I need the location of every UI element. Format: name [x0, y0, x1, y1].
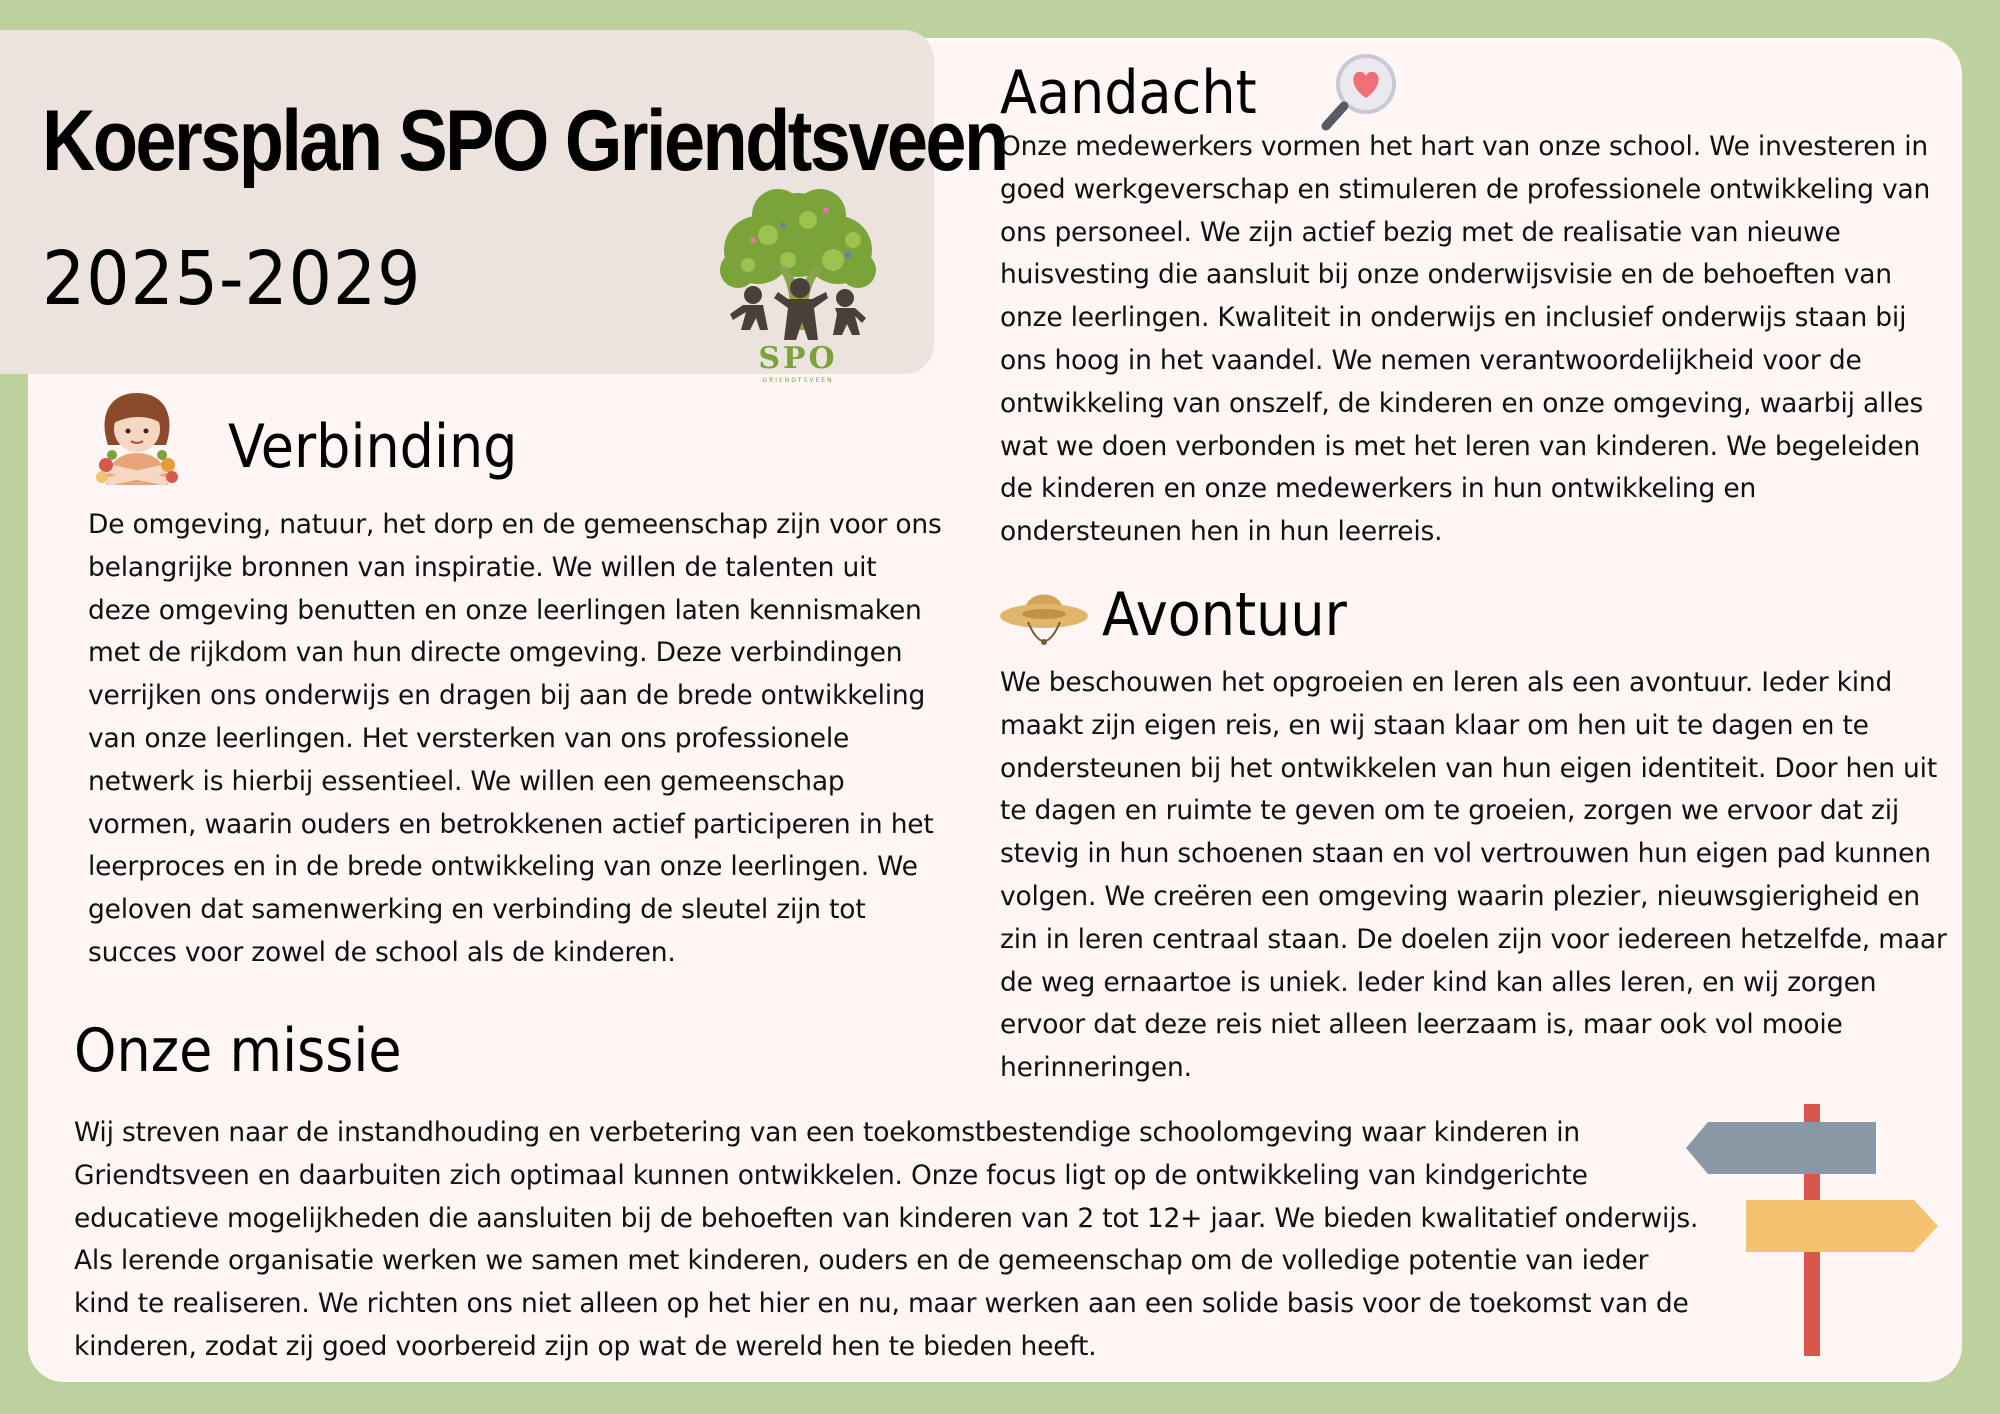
aandacht-heading: Aandacht [1000, 58, 1257, 128]
avontuur-heading: Avontuur [1102, 580, 1347, 650]
girl-hugging-flowers-icon [84, 385, 190, 491]
school-logo [708, 180, 888, 395]
logo-text: SPO [758, 341, 838, 376]
logo-subtext: GRIENDTSVEEN [762, 377, 834, 384]
page-years: 2025-2029 [42, 236, 422, 322]
avontuur-body: We beschouwen het opgroeien en leren als een avontuur. Ieder kind maakt zijn eigen reis, en wij staan klaar om hen uit te dagen en te ondersteunen bij het ontwikkelen van hun eigen identiteit. Door hen uit te dagen en ruimte te geven om te groeien, zorgen we ervoor dat zij stevig in hun schoenen staan en vol vertrouwen hun eigen pad kunnen volgen. We creëren een omgeving waarin plezier, nieuwsgierigheid en zin in leren centraal staan. De doelen zijn voor iedereen hetzelfde, maar de weg ernaartoe is uniek. Ieder kind kan alles leren, en wij zorgen ervoor dat deze reis niet alleen leerzaam is, maar ook vol mooie herinneringen. [1000, 667, 1947, 1084]
verbinding-heading: Verbinding [228, 412, 518, 482]
verbinding-body: De omgeving, natuur, het dorp en de gemeenschap zijn voor ons belangrijke bronnen van inspiratie. We willen de talenten uit deze omgeving benutten en onze leerlingen laten kennismaken met de rijkdom van hun directe omgeving. Deze verbindingen verrijken ons onderwijs en dragen bij aan de brede ontwikkeling van onze leerlingen. Het versterken van ons professionele netwerk is hierbij essentieel. We willen een gemeenschap vormen, waarin ouders en betrokkenen actief participeren in het leerproces en in de brede ontwikkeling van onze leerlingen. We geloven dat samenwerking en verbinding de sleutel zijn tot succes voor zowel de school als de kinderen. [88, 509, 942, 968]
page-title: Koersplan SPO Griendtsveen [42, 93, 1007, 189]
title-banner [0, 30, 1007, 384]
magnifier-heart-icon [1318, 52, 1402, 132]
signpost-icon [1684, 1102, 1940, 1358]
aandacht-body: Onze medewerkers vormen het hart van onze school. We investeren in goed werkgeverschap en stimuleren de professionele ontwikkeling van ons personeel. We zijn actief bezig met de realisatie van nieuwe huisvesting die aansluit bij onze onderwijsvisie en de behoeften van onze leerlingen. Kwaliteit in onderwijs en inclusief onderwijs staan bij ons hoog in het vaandel. We nemen verantwoordelijkheid voor de ontwikkeling van onszelf, de kinderen en onze omgeving, waarbij alles wat we doen verbonden is met het leren van kinderen. We begeleiden de kinderen en onze medewerkers in hun ontwikkeling en ondersteunen hen in hun leerreis. [1000, 131, 1931, 548]
safari-hat-icon [998, 580, 1090, 664]
missie-body: Wij streven naar de instandhouding en verbetering van een toekomstbestendige schoolomgeving waar kinderen in Griendtsveen en daarbuiten zich optimaal kunnen ontwikkelen. Onze focus ligt op de ontwikkeling van kindgerichte educatieve mogelijkheden die aansluiten bij de behoeften van kinderen van 2 tot 12+ jaar. We bieden kwalitatief onderwijs. Als lerende organisatie werken we samen met kinderen, ouders en de gemeenschap om de volledige potentie van ieder kind te realiseren. We richten ons niet alleen op het hier en nu, maar werken aan een solide basis voor de toekomst van de kinderen, zodat zij goed voorbereid zijn op wat de wereld hen te bieden heeft. [74, 1117, 1699, 1362]
tree-children-logo-icon [708, 180, 888, 395]
missie-heading: Onze missie [74, 1016, 402, 1086]
